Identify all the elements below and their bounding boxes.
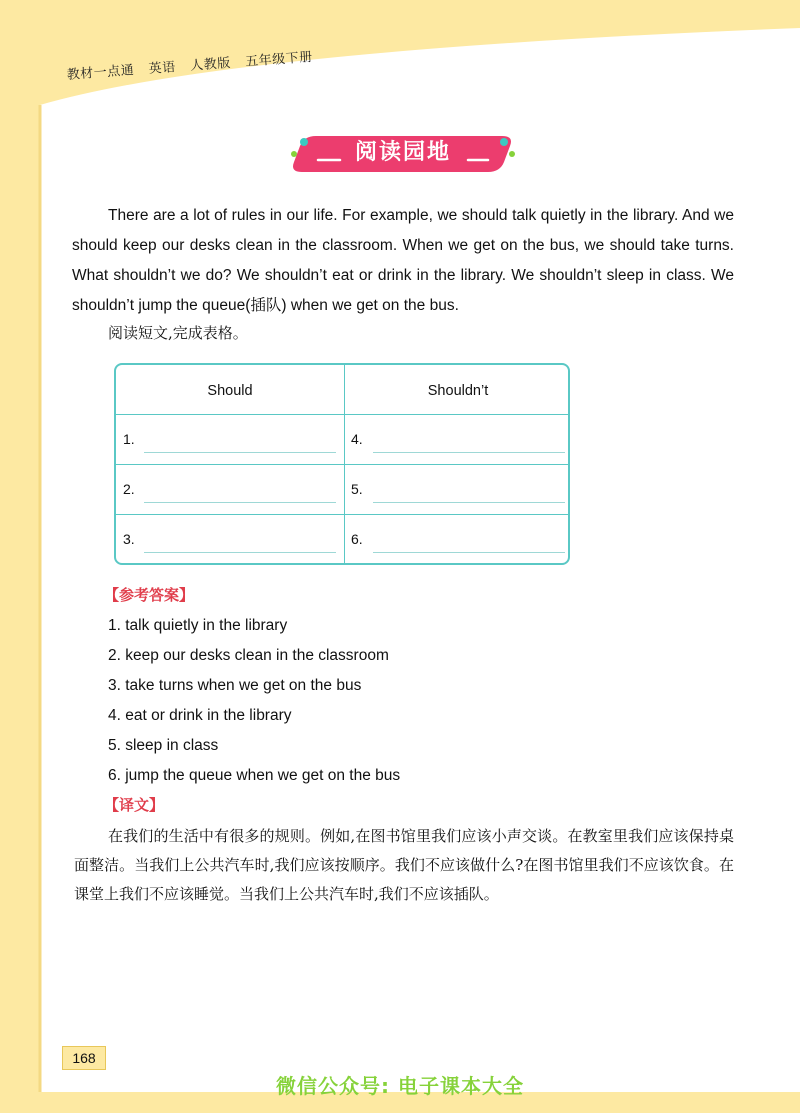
table-header-shouldnt: Shouldn’t: [427, 383, 489, 399]
table-cell-label: 1.: [123, 431, 135, 447]
header-book: 教材一点通: [66, 63, 135, 83]
section-title: 阅读园地: [354, 140, 451, 165]
list-item: 5. sleep in class: [108, 737, 219, 754]
table-row-divider: [116, 414, 568, 415]
answer-table: [114, 363, 570, 565]
section-banner: [288, 132, 518, 176]
footer-watermark: 微信公众号: 电子课本大全: [276, 1074, 524, 1098]
header-edition: 人教版: [189, 55, 232, 74]
list-item: 1. talk quietly in the library: [108, 617, 288, 634]
table-cell-label: 4.: [351, 431, 363, 447]
answer-heading: 【参考答案】: [104, 586, 195, 604]
table-cell-label: 5.: [351, 481, 363, 497]
answer-blank[interactable]: [373, 502, 565, 503]
table-row-divider: [116, 464, 568, 465]
list-item: 4. eat or drink in the library: [108, 707, 292, 724]
table-cell-label: 3.: [123, 531, 135, 547]
header-grade: 五年级下册: [244, 49, 314, 70]
translation-heading: 【译文】: [104, 796, 165, 814]
translation-text: 在我们的生活中有很多的规则。例如,在图书馆里我们应该小声交谈。在教室里我们应该保持桌面整洁。当我们上公共汽车时,我们应该按顺序。我们不应该做什么?在图书馆里我们不应该饮食。在课堂上我们不应该睡觉。当我们上公共汽车时,我们不应该插队。: [74, 827, 734, 903]
instruction-text: 阅读短文,完成表格。: [108, 324, 248, 342]
reading-passage: There are a lot of rules in our life. For example, we should talk quietly in the library. And we should keep our desks clean in the classroom. When we get on the bus, we should take turns. What shouldn’t we do? We shouldn’t eat or drink in the library. We shouldn’t sleep in class. We shouldn’t jump the queue(插队) when we get on the bus.: [72, 207, 734, 314]
table-cell-label: 6.: [351, 531, 363, 547]
list-item: 2. keep our desks clean in the classroom: [108, 647, 389, 664]
page-number: 168: [62, 1046, 106, 1070]
answer-blank[interactable]: [144, 452, 336, 453]
table-row-divider: [116, 514, 568, 515]
answer-blank[interactable]: [373, 552, 565, 553]
table-header-should: Should: [207, 383, 253, 399]
list-item: 6. jump the queue when we get on the bus: [108, 767, 401, 784]
answer-blank[interactable]: [373, 452, 565, 453]
answer-blank[interactable]: [144, 552, 336, 553]
header-subject: 英语: [148, 59, 177, 77]
table-cell-label: 2.: [123, 481, 135, 497]
answer-blank[interactable]: [144, 502, 336, 503]
answer-list: [108, 613, 400, 793]
list-item: 3. take turns when we get on the bus: [108, 677, 362, 694]
